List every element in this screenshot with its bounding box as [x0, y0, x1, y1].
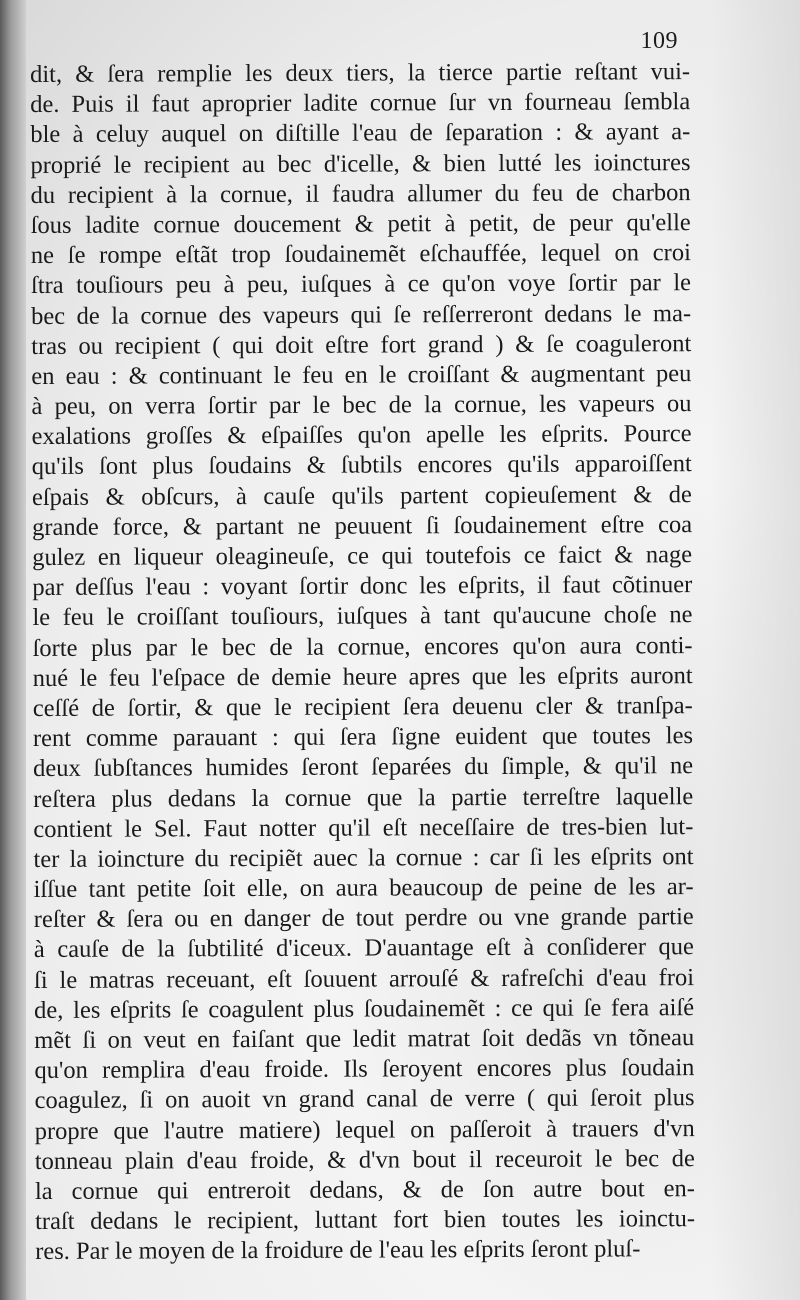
text-line: coagulez, ſi on auoit vn grand canal de verre ( qui ſeroit plus — [34, 1084, 695, 1115]
text-line: grande force, & partant ne peuuent ſi ſoudainement eſtre coa — [31, 510, 693, 541]
text-line: traſt dedans le recipient, luttant fort bien toutes les ioinctu- — [35, 1205, 696, 1236]
text-line: proprié le recipient au bec d'icelle, & bien lutté les ioinctures — [30, 148, 691, 179]
text-line: qu'ils ſont plus ſoudains & ſubtils encores qu'ils apparoiſſent — [31, 450, 692, 481]
text-line: res. Par le moyen de la froidure de l'eau les eſprits ſeront pluſ- — [35, 1235, 641, 1266]
text-line: tras ou recipient ( qui doit eſtre fort grand ) & ſe coaguleront — [31, 329, 692, 360]
text-line: mẽt ſi on veut en faiſant que ledit matrat ſoit dedãs vn tõneau — [34, 1024, 695, 1054]
text-line: ſi le matras receuant, eſt ſouuent arrouſé & rafreſchi d'eau froi — [33, 963, 695, 994]
text-line: le feu le croiſſant touſiours, iuſques à tant qu'aucune choſe ne — [32, 601, 693, 632]
text-line: ceſſé de ſortir, & que le recipient ſera deuenu cler & tranſpa- — [32, 692, 693, 722]
text-line: ble à celuy auquel on diſtille l'eau de ſeparation : & ayant a- — [30, 118, 691, 149]
text-line: reſtera plus dedans la cornue que la partie terreſtre laquelle — [33, 782, 694, 813]
text-line: propre que l'autre matiere) lequel on paſſeroit à trauers d'vn — [34, 1114, 695, 1145]
text-line: ſtra touſiours peu à peu, iuſques à ce qu'on voye ſortir par le — [30, 269, 692, 300]
text-line: à peu, on verra ſortir par le bec de la cornue, les vapeurs ou — [31, 390, 692, 421]
text-line: en eau : & continuant le feu en le croiſſant & augmentant peu — [31, 359, 692, 390]
text-line: nué le feu l'eſpace de demie heure apres que les eſprits auront — [32, 661, 693, 692]
text-line: deux ſubſtances humides ſeront ſeparées du ſimple, & qu'il ne — [33, 752, 694, 783]
text-line: ne ſe rompe eſtãt trop ſoudainemẽt eſchauffée, lequel on croi — [30, 239, 691, 270]
text-line: par deſſus l'eau : voyant ſortir donc les eſprits, il faut cõtinuer — [32, 571, 693, 602]
text-line: dit, & ſera remplie les deux tiers, la tierce partie reſtant vui- — [30, 58, 691, 88]
body-text — [30, 57, 695, 1267]
text-line: reſter & ſera ou en danger de tout perdre ou vne grande partie — [33, 903, 694, 934]
page-number: 109 — [640, 28, 678, 54]
text-line: à cauſe de la ſubtilité d'iceux. D'auantage eſt à conſiderer que — [33, 933, 694, 964]
text-line: iſſue tant petite ſoit elle, on aura beaucoup de peine de les ar- — [33, 873, 694, 904]
text-line: contient le Sel. Faut notter qu'il eſt neceſſaire de tres-bien lut- — [33, 812, 694, 843]
text-line: ſorte plus par le bec de la cornue, encores qu'on aura conti- — [32, 631, 693, 662]
text-line: tonneau plain d'eau froide, & d'vn bout il receuroit le bec de — [34, 1144, 695, 1175]
text-line: bec de la cornue des vapeurs qui ſe reſſerreront dedans le ma- — [31, 299, 692, 330]
text-line: de, les eſprits ſe coagulent plus ſoudainemẽt : ce qui ſe fera aiſé — [34, 993, 695, 1024]
text-line: gulez en liqueur oleagineuſe, ce qui toutefois ce faict & nage — [32, 541, 693, 571]
text-line: ſous ladite cornue doucement & petit à petit, de peur qu'elle — [30, 209, 691, 239]
page-edge-shadow — [710, 0, 800, 1300]
text-line: qu'on remplira d'eau froide. Ils ſeroyent encores plus ſoudain — [34, 1054, 695, 1085]
text-line: ter la ioincture du recipiẽt auec la cornue : car ſi les eſprits ont — [33, 842, 694, 873]
page-gutter-shadow — [0, 0, 26, 1300]
text-line: exalations groſſes & eſpaiſſes qu'on apelle les eſprits. Pource — [31, 420, 692, 451]
text-line: la cornue qui entreroit dedans, & de ſon autre bout en- — [34, 1175, 695, 1205]
text-line: eſpais & obſcurs, à cauſe qu'ils partent copieuſement & de — [31, 480, 692, 511]
text-line: du recipient à la cornue, il faudra allumer du feu de charbon — [30, 178, 691, 209]
text-line: rent comme parauant : qui ſera ſigne euident que toutes les — [32, 722, 694, 753]
text-line: de. Puis il faut aproprier ladite cornue ſur vn fourneau ſembla — [30, 88, 691, 119]
